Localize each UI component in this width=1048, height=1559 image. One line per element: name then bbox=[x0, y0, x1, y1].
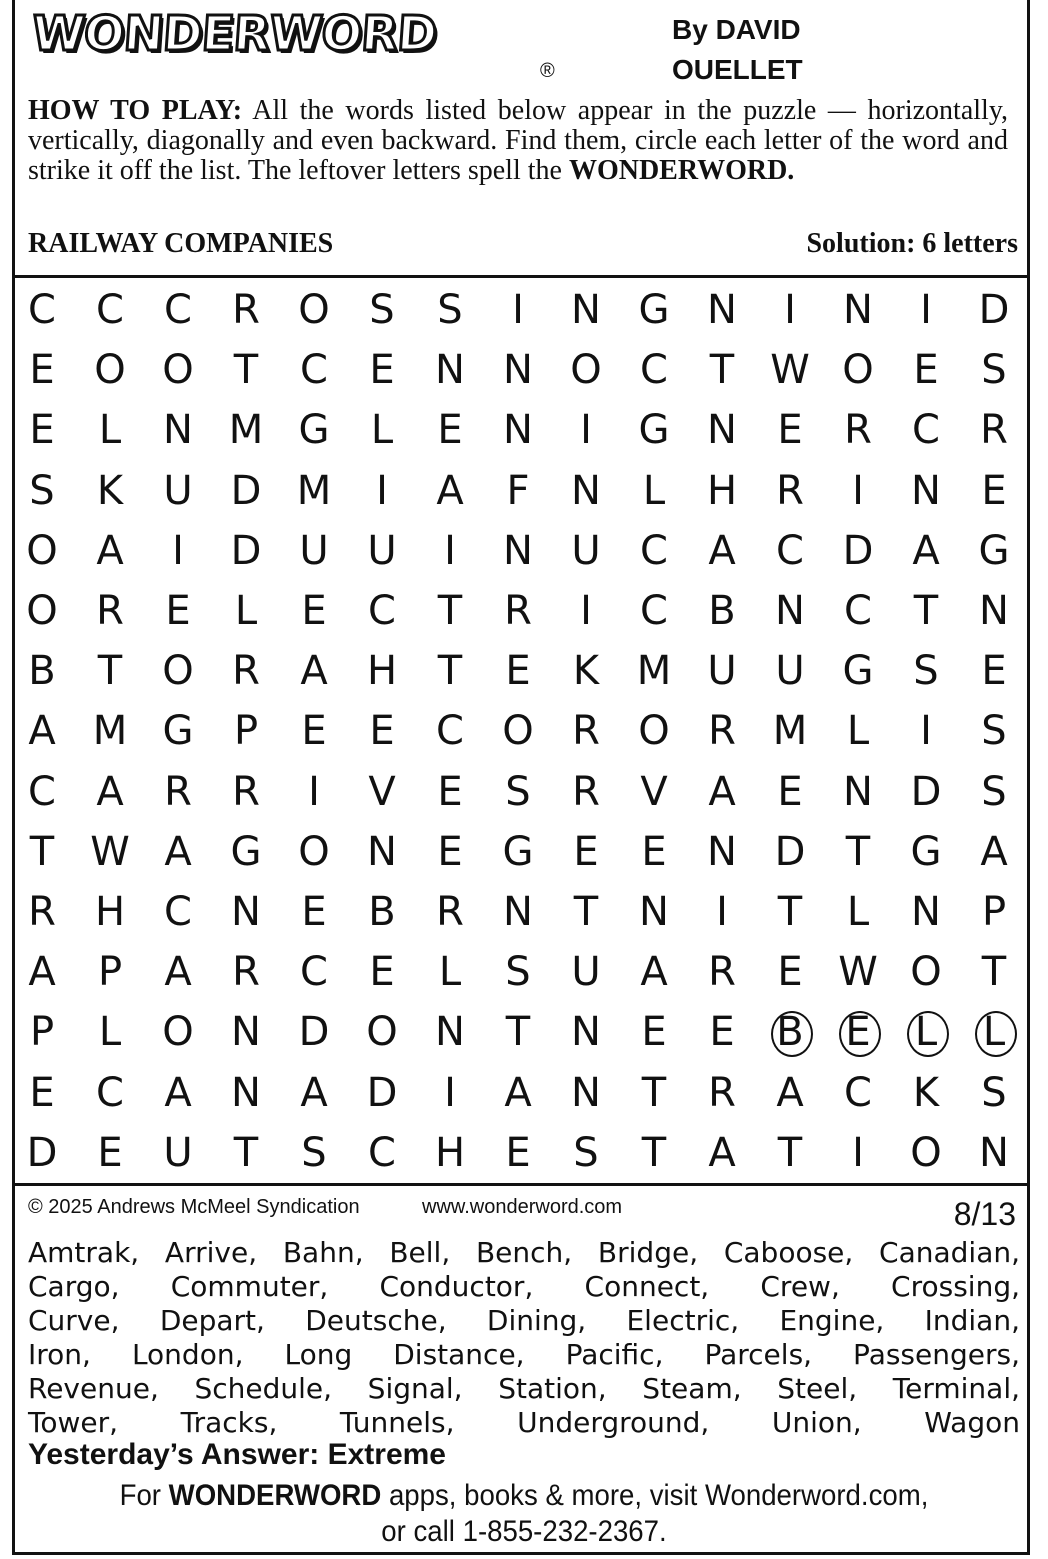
grid-letter[interactable]: L bbox=[642, 467, 666, 514]
grid-letter[interactable]: C bbox=[164, 889, 192, 935]
grid-letter[interactable]: N bbox=[231, 889, 261, 935]
grid-letter[interactable]: P bbox=[233, 708, 259, 755]
grid-letter[interactable]: G bbox=[638, 407, 670, 454]
grid-letter[interactable]: E bbox=[301, 588, 327, 634]
word-list-line: Cargo, Commuter, Conductor, Connect, Crew, Crossing, bbox=[28, 1270, 1020, 1303]
grid-letter[interactable]: T bbox=[709, 347, 735, 394]
grid-row bbox=[8, 282, 1028, 342]
grid-letter[interactable]: C bbox=[96, 287, 124, 333]
grid-letter[interactable]: N bbox=[435, 1009, 465, 1056]
grid-letter[interactable]: A bbox=[164, 828, 192, 875]
grid-letter[interactable]: S bbox=[505, 768, 531, 815]
grid-row bbox=[8, 583, 1028, 643]
grid-letter[interactable]: T bbox=[29, 828, 55, 875]
grid-letter[interactable]: S bbox=[981, 347, 1007, 394]
grid-letter[interactable]: B bbox=[28, 648, 56, 695]
grid-letter[interactable]: O bbox=[842, 347, 874, 394]
grid-letter[interactable]: T bbox=[97, 648, 123, 695]
grid-letter[interactable]: I bbox=[580, 407, 592, 454]
grid-letter[interactable]: O bbox=[366, 1009, 398, 1056]
grid-letter[interactable]: R bbox=[28, 889, 56, 935]
grid-letter[interactable]: T bbox=[641, 1069, 667, 1116]
grid-letter[interactable]: G bbox=[230, 828, 262, 875]
promo-suffix: apps, books & more, visit Wonderword.com, bbox=[388, 1479, 929, 1512]
grid-row bbox=[8, 643, 1028, 703]
grid-letter[interactable]: C bbox=[640, 347, 668, 394]
grid-letter[interactable]: N bbox=[979, 1129, 1009, 1176]
grid-letter[interactable]: E bbox=[641, 1009, 667, 1056]
grid-letter[interactable]: O bbox=[26, 588, 58, 634]
grid-letter[interactable]: S bbox=[437, 287, 463, 333]
grid-letter[interactable]: S bbox=[505, 949, 531, 996]
grid-letter[interactable]: N bbox=[231, 1069, 261, 1116]
grid-letter[interactable]: A bbox=[28, 949, 56, 996]
byline-line-2: OUELLET bbox=[672, 54, 803, 85]
grid-letter[interactable]: C bbox=[640, 527, 668, 574]
header-divider bbox=[12, 275, 1030, 278]
puzzle-date: 8/13 bbox=[953, 1196, 1016, 1232]
grid-letter[interactable]: I bbox=[852, 1129, 864, 1176]
copyright-notice: © 2025 Andrews McMeel Syndication bbox=[28, 1196, 360, 1218]
grid-letter[interactable]: V bbox=[640, 768, 668, 815]
grid-letter[interactable]: R bbox=[708, 1069, 736, 1116]
grid-letter[interactable]: P bbox=[981, 889, 1007, 935]
grid-letter[interactable]: E bbox=[29, 407, 55, 454]
grid-letter[interactable]: I bbox=[172, 527, 184, 574]
grid-letter[interactable]: T bbox=[777, 889, 803, 935]
wonderword-logo: WONDERWORD bbox=[30, 6, 439, 62]
grid-row bbox=[8, 1125, 1028, 1185]
word-list bbox=[28, 1236, 1020, 1440]
grid-letter[interactable]: M bbox=[92, 708, 128, 755]
grid-letter[interactable]: E bbox=[777, 768, 803, 815]
grid-letter[interactable]: A bbox=[912, 527, 940, 574]
grid-letter[interactable]: P bbox=[97, 949, 123, 996]
grid-letter[interactable]: D bbox=[842, 527, 874, 574]
grid-letter[interactable]: U bbox=[775, 648, 805, 695]
grid-letter[interactable]: W bbox=[770, 347, 810, 394]
grid-letter[interactable]: K bbox=[912, 1069, 940, 1116]
grid-letter[interactable]: U bbox=[707, 648, 737, 695]
grid-letter[interactable]: T bbox=[233, 347, 259, 394]
grid-letter[interactable]: R bbox=[708, 949, 736, 996]
grid-letter[interactable]: O bbox=[298, 828, 330, 875]
grid-letter[interactable]: T bbox=[777, 1129, 803, 1176]
grid-letter[interactable]: C bbox=[96, 1069, 124, 1116]
grid-letter[interactable]: I bbox=[716, 889, 728, 935]
author-byline bbox=[672, 10, 803, 90]
grid-letter[interactable]: D bbox=[230, 467, 262, 514]
grid-letter[interactable]: F bbox=[506, 467, 530, 514]
grid-letter[interactable]: N bbox=[503, 347, 533, 394]
grid-letter[interactable]: O bbox=[638, 708, 670, 755]
solution-length: Solution: 6 letters bbox=[806, 228, 1018, 259]
grid-letter[interactable]: N bbox=[435, 347, 465, 394]
grid-letter[interactable]: O bbox=[162, 648, 194, 695]
grid-letter[interactable]: D bbox=[230, 527, 262, 574]
grid-letter[interactable]: U bbox=[163, 467, 193, 514]
grid-letter[interactable]: I bbox=[580, 588, 592, 634]
grid-letter[interactable]: E bbox=[641, 828, 667, 875]
grid-letter[interactable]: C bbox=[776, 527, 804, 574]
grid-letter[interactable]: A bbox=[28, 708, 56, 755]
grid-letter[interactable]: L bbox=[846, 708, 870, 755]
grid-letter[interactable]: U bbox=[367, 527, 397, 574]
grid-letter[interactable]: M bbox=[636, 648, 672, 695]
promo-text bbox=[42, 1478, 1006, 1550]
grid-letter[interactable]: B bbox=[708, 588, 736, 634]
grid-letter[interactable]: I bbox=[444, 527, 456, 574]
yesterdays-answer: Yesterday’s Answer: Extreme bbox=[28, 1438, 446, 1471]
grid-letter[interactable]: C bbox=[28, 768, 56, 815]
grid-letter[interactable]: C bbox=[844, 1069, 872, 1116]
grid-letter[interactable]: E bbox=[437, 768, 463, 815]
grid-letter[interactable]: K bbox=[572, 648, 600, 695]
grid-letter[interactable]: L bbox=[98, 1009, 122, 1056]
grid-letter[interactable]: C bbox=[640, 588, 668, 634]
grid-letter[interactable]: E bbox=[29, 347, 55, 394]
grid-letter[interactable]: E bbox=[301, 708, 327, 755]
grid-letter[interactable]: C bbox=[912, 407, 940, 454]
grid-letter[interactable]: N bbox=[639, 889, 669, 935]
grid-letter[interactable]: C bbox=[28, 287, 56, 333]
grid-letter[interactable]: I bbox=[376, 467, 388, 514]
grid-letter[interactable]: R bbox=[980, 407, 1008, 454]
how-to-play-label: HOW TO PLAY: bbox=[28, 95, 243, 126]
grid-letter[interactable]: C bbox=[300, 347, 328, 394]
grid-row bbox=[8, 764, 1028, 824]
grid-letter[interactable]: I bbox=[512, 287, 524, 333]
grid-letter[interactable]: A bbox=[96, 768, 124, 815]
word-list-line: Tower, Tracks, Tunnels, Underground, Union, Wagon bbox=[28, 1406, 1020, 1439]
word-list-line: Revenue, Schedule, Signal, Station, Steam, Steel, Terminal, bbox=[28, 1372, 1020, 1405]
promo-brand: WONDERWORD bbox=[168, 1479, 382, 1512]
grid-letter[interactable]: N bbox=[503, 527, 533, 574]
grid-letter[interactable]: N bbox=[911, 467, 941, 514]
promo-prefix: For bbox=[119, 1479, 161, 1512]
grid-letter[interactable]: O bbox=[502, 708, 534, 755]
grid-letter[interactable]: E bbox=[29, 1069, 55, 1116]
grid-letter[interactable]: E bbox=[437, 407, 463, 454]
website-link[interactable]: www.wonderword.com bbox=[422, 1196, 623, 1218]
grid-letter[interactable]: C bbox=[368, 588, 396, 634]
grid-letter[interactable]: L bbox=[438, 949, 462, 996]
grid-letter[interactable]: N bbox=[503, 407, 533, 454]
grid-letter[interactable]: A bbox=[164, 1069, 192, 1116]
grid-letter[interactable]: O bbox=[94, 347, 126, 394]
grid-letter[interactable]: T bbox=[845, 828, 871, 875]
grid-letter[interactable]: N bbox=[707, 407, 737, 454]
grid-letter[interactable]: E bbox=[437, 828, 463, 875]
grid-letter[interactable]: I bbox=[920, 708, 932, 755]
grid-letter[interactable]: E bbox=[301, 889, 327, 935]
grid-letter[interactable]: S bbox=[369, 287, 395, 333]
grid-letter[interactable]: E bbox=[505, 1129, 531, 1176]
grid-letter[interactable]: T bbox=[641, 1129, 667, 1176]
grid-letter[interactable]: G bbox=[502, 828, 534, 875]
grid-divider bbox=[12, 1183, 1030, 1186]
grid-letter[interactable]: N bbox=[843, 768, 873, 815]
grid-letter[interactable]: O bbox=[570, 347, 602, 394]
grid-letter[interactable]: E bbox=[913, 347, 939, 394]
grid-letter[interactable]: N bbox=[571, 287, 601, 333]
grid-letter[interactable]: R bbox=[504, 588, 532, 634]
grid-letter[interactable]: L bbox=[964, 1004, 1024, 1060]
grid-letter[interactable]: R bbox=[164, 768, 192, 815]
grid-letter[interactable]: S bbox=[573, 1129, 599, 1176]
grid-letter[interactable]: O bbox=[910, 949, 942, 996]
grid-row bbox=[8, 944, 1028, 1004]
grid-letter[interactable]: M bbox=[296, 467, 332, 514]
grid-letter[interactable]: T bbox=[913, 588, 939, 634]
grid-letter[interactable]: L bbox=[98, 407, 122, 454]
puzzle-topic: RAILWAY COMPANIES bbox=[28, 228, 334, 259]
grid-letter[interactable]: U bbox=[299, 527, 329, 574]
byline-line-1: By DAVID bbox=[672, 14, 801, 45]
grid-letter[interactable]: A bbox=[708, 527, 736, 574]
word-list-line: Iron, London, Long Distance, Pacific, Parcels, Passengers, bbox=[28, 1338, 1020, 1371]
promo-line-1 bbox=[42, 1478, 1006, 1514]
grid-letter[interactable]: U bbox=[163, 1129, 193, 1176]
grid-letter[interactable]: R bbox=[232, 287, 260, 333]
grid-letter[interactable]: T bbox=[437, 648, 463, 695]
grid-letter[interactable]: N bbox=[707, 287, 737, 333]
word-list-line: Curve, Depart, Deutsche, Dining, Electric, Engine, Indian, bbox=[28, 1304, 1020, 1337]
grid-row bbox=[8, 703, 1028, 763]
grid-letter[interactable]: I bbox=[444, 1069, 456, 1116]
grid-letter[interactable]: I bbox=[784, 287, 796, 333]
grid-letter[interactable]: D bbox=[366, 1069, 398, 1116]
grid-row bbox=[8, 402, 1028, 462]
grid-letter[interactable]: O bbox=[162, 1009, 194, 1056]
grid-letter[interactable]: S bbox=[301, 1129, 327, 1176]
grid-letter[interactable]: U bbox=[571, 527, 601, 574]
grid-letter[interactable]: N bbox=[571, 1069, 601, 1116]
grid-letter[interactable]: S bbox=[29, 467, 55, 514]
grid-letter[interactable]: E bbox=[97, 1129, 123, 1176]
grid-letter[interactable]: P bbox=[29, 1009, 55, 1056]
grid-letter[interactable]: T bbox=[233, 1129, 259, 1176]
grid-letter[interactable]: R bbox=[232, 648, 260, 695]
grid-letter[interactable]: E bbox=[165, 588, 191, 634]
grid-letter[interactable]: S bbox=[981, 708, 1007, 755]
grid-letter[interactable]: N bbox=[843, 287, 873, 333]
grid-letter[interactable]: R bbox=[436, 889, 464, 935]
grid-letter[interactable]: D bbox=[910, 768, 942, 815]
grid-row bbox=[8, 463, 1028, 523]
grid-letter[interactable]: A bbox=[708, 1129, 736, 1176]
grid-letter[interactable]: N bbox=[163, 407, 193, 454]
grid-letter[interactable]: C bbox=[844, 588, 872, 634]
grid-letter[interactable]: E bbox=[828, 1004, 888, 1060]
grid-letter[interactable]: N bbox=[571, 1009, 601, 1056]
grid-letter[interactable]: N bbox=[367, 828, 397, 875]
grid-letter[interactable]: R bbox=[572, 708, 600, 755]
grid-row bbox=[8, 1065, 1028, 1125]
grid-letter[interactable]: L bbox=[234, 588, 258, 634]
grid-letter[interactable]: U bbox=[571, 949, 601, 996]
grid-letter[interactable]: T bbox=[505, 1009, 531, 1056]
grid-letter[interactable]: G bbox=[638, 287, 670, 333]
grid-letter[interactable]: B bbox=[368, 889, 396, 935]
grid-letter[interactable]: C bbox=[300, 949, 328, 996]
grid-letter[interactable]: R bbox=[708, 708, 736, 755]
grid-letter[interactable]: E bbox=[981, 648, 1007, 695]
grid-letter[interactable]: N bbox=[571, 467, 601, 514]
grid-letter[interactable]: T bbox=[573, 889, 599, 935]
grid-letter[interactable]: C bbox=[436, 708, 464, 755]
grid-letter[interactable]: A bbox=[300, 648, 328, 695]
grid-letter[interactable]: C bbox=[164, 287, 192, 333]
grid-letter[interactable]: B bbox=[760, 1004, 820, 1060]
grid-letter[interactable]: M bbox=[228, 407, 264, 454]
grid-letter[interactable]: L bbox=[370, 407, 394, 454]
grid-row bbox=[8, 824, 1028, 884]
grid-letter[interactable]: E bbox=[505, 648, 531, 695]
grid-letter[interactable]: E bbox=[777, 949, 803, 996]
grid-letter[interactable]: E bbox=[573, 828, 599, 875]
grid-letter[interactable]: T bbox=[981, 949, 1007, 996]
grid-letter[interactable]: A bbox=[776, 1069, 804, 1116]
grid-letter[interactable]: E bbox=[369, 347, 395, 394]
grid-letter[interactable]: V bbox=[368, 768, 396, 815]
grid-letter[interactable]: H bbox=[366, 648, 398, 695]
grid-letter[interactable]: A bbox=[300, 1069, 328, 1116]
grid-letter[interactable]: W bbox=[838, 949, 878, 996]
promo-line-2: or call 1-855-232-2367. bbox=[381, 1515, 667, 1548]
grid-letter[interactable]: R bbox=[232, 768, 260, 815]
grid-letter[interactable]: M bbox=[772, 708, 808, 755]
grid-letter[interactable]: C bbox=[368, 1129, 396, 1176]
grid-letter[interactable]: E bbox=[777, 407, 803, 454]
grid-letter[interactable]: S bbox=[981, 768, 1007, 815]
grid-letter[interactable]: A bbox=[164, 949, 192, 996]
grid-letter[interactable]: O bbox=[162, 347, 194, 394]
grid-letter[interactable]: O bbox=[298, 287, 330, 333]
how-to-play bbox=[28, 96, 1008, 186]
grid-letter[interactable]: A bbox=[980, 828, 1008, 875]
grid-letter[interactable]: T bbox=[437, 588, 463, 634]
grid-row bbox=[8, 884, 1028, 944]
grid-letter[interactable]: N bbox=[707, 828, 737, 875]
grid-letter[interactable]: A bbox=[708, 768, 736, 815]
grid-letter[interactable]: D bbox=[298, 1009, 330, 1056]
grid-letter[interactable]: L bbox=[896, 1004, 956, 1060]
grid-letter[interactable]: N bbox=[979, 588, 1009, 634]
grid-letter[interactable]: K bbox=[96, 467, 124, 514]
grid-letter[interactable]: H bbox=[706, 467, 738, 514]
grid-letter[interactable]: O bbox=[910, 1129, 942, 1176]
grid-letter[interactable]: G bbox=[910, 828, 942, 875]
grid-letter[interactable]: G bbox=[162, 708, 194, 755]
grid-letter[interactable]: E bbox=[369, 949, 395, 996]
how-to-play-emphasis: WONDERWORD. bbox=[568, 155, 795, 186]
grid-letter[interactable]: N bbox=[775, 588, 805, 634]
grid-row bbox=[8, 523, 1028, 583]
grid-letter[interactable]: S bbox=[981, 1069, 1007, 1116]
grid-letter[interactable]: D bbox=[26, 1129, 58, 1176]
grid-letter[interactable]: A bbox=[640, 949, 668, 996]
grid-letter[interactable]: R bbox=[96, 588, 124, 634]
grid-letter[interactable]: A bbox=[504, 1069, 532, 1116]
grid-letter[interactable]: G bbox=[298, 407, 330, 454]
grid-letter[interactable]: D bbox=[774, 828, 806, 875]
grid-letter[interactable]: R bbox=[844, 407, 872, 454]
word-list-line: Amtrak, Arrive, Bahn, Bell, Bench, Bridge, Caboose, Canadian, bbox=[28, 1236, 1020, 1269]
grid-letter[interactable]: R bbox=[572, 768, 600, 815]
grid-letter[interactable]: E bbox=[981, 467, 1007, 514]
grid-letter[interactable]: S bbox=[913, 648, 939, 695]
registered-mark: ® bbox=[540, 60, 555, 82]
grid-letter[interactable]: W bbox=[90, 828, 130, 875]
grid-letter[interactable]: A bbox=[96, 527, 124, 574]
grid-letter[interactable]: O bbox=[26, 527, 58, 574]
grid-letter[interactable]: L bbox=[846, 889, 870, 935]
grid-letter[interactable]: I bbox=[852, 467, 864, 514]
grid-letter[interactable]: A bbox=[436, 467, 464, 514]
grid-letter[interactable]: N bbox=[503, 889, 533, 935]
grid-letter[interactable]: H bbox=[434, 1129, 466, 1176]
how-to-play-text: All the words listed below appear in the puzzle — horizontally, vertically, diagonally and even backward. Find them, circle each letter of the word and strike it off the list. The leftover letters spell the bbox=[28, 95, 1009, 186]
grid-letter[interactable]: I bbox=[308, 768, 320, 815]
grid-letter[interactable]: N bbox=[911, 889, 941, 935]
grid-row bbox=[8, 1004, 1028, 1064]
grid-row bbox=[8, 342, 1028, 402]
grid-letter[interactable]: I bbox=[920, 287, 932, 333]
grid-letter[interactable]: G bbox=[978, 527, 1010, 574]
grid-letter[interactable]: D bbox=[978, 287, 1010, 333]
grid-letter[interactable]: R bbox=[232, 949, 260, 996]
grid-letter[interactable]: N bbox=[231, 1009, 261, 1056]
grid-letter[interactable]: G bbox=[842, 648, 874, 695]
grid-letter[interactable]: E bbox=[369, 708, 395, 755]
grid-letter[interactable]: E bbox=[709, 1009, 735, 1056]
grid-letter[interactable]: R bbox=[776, 467, 804, 514]
grid-letter[interactable]: H bbox=[94, 889, 126, 935]
